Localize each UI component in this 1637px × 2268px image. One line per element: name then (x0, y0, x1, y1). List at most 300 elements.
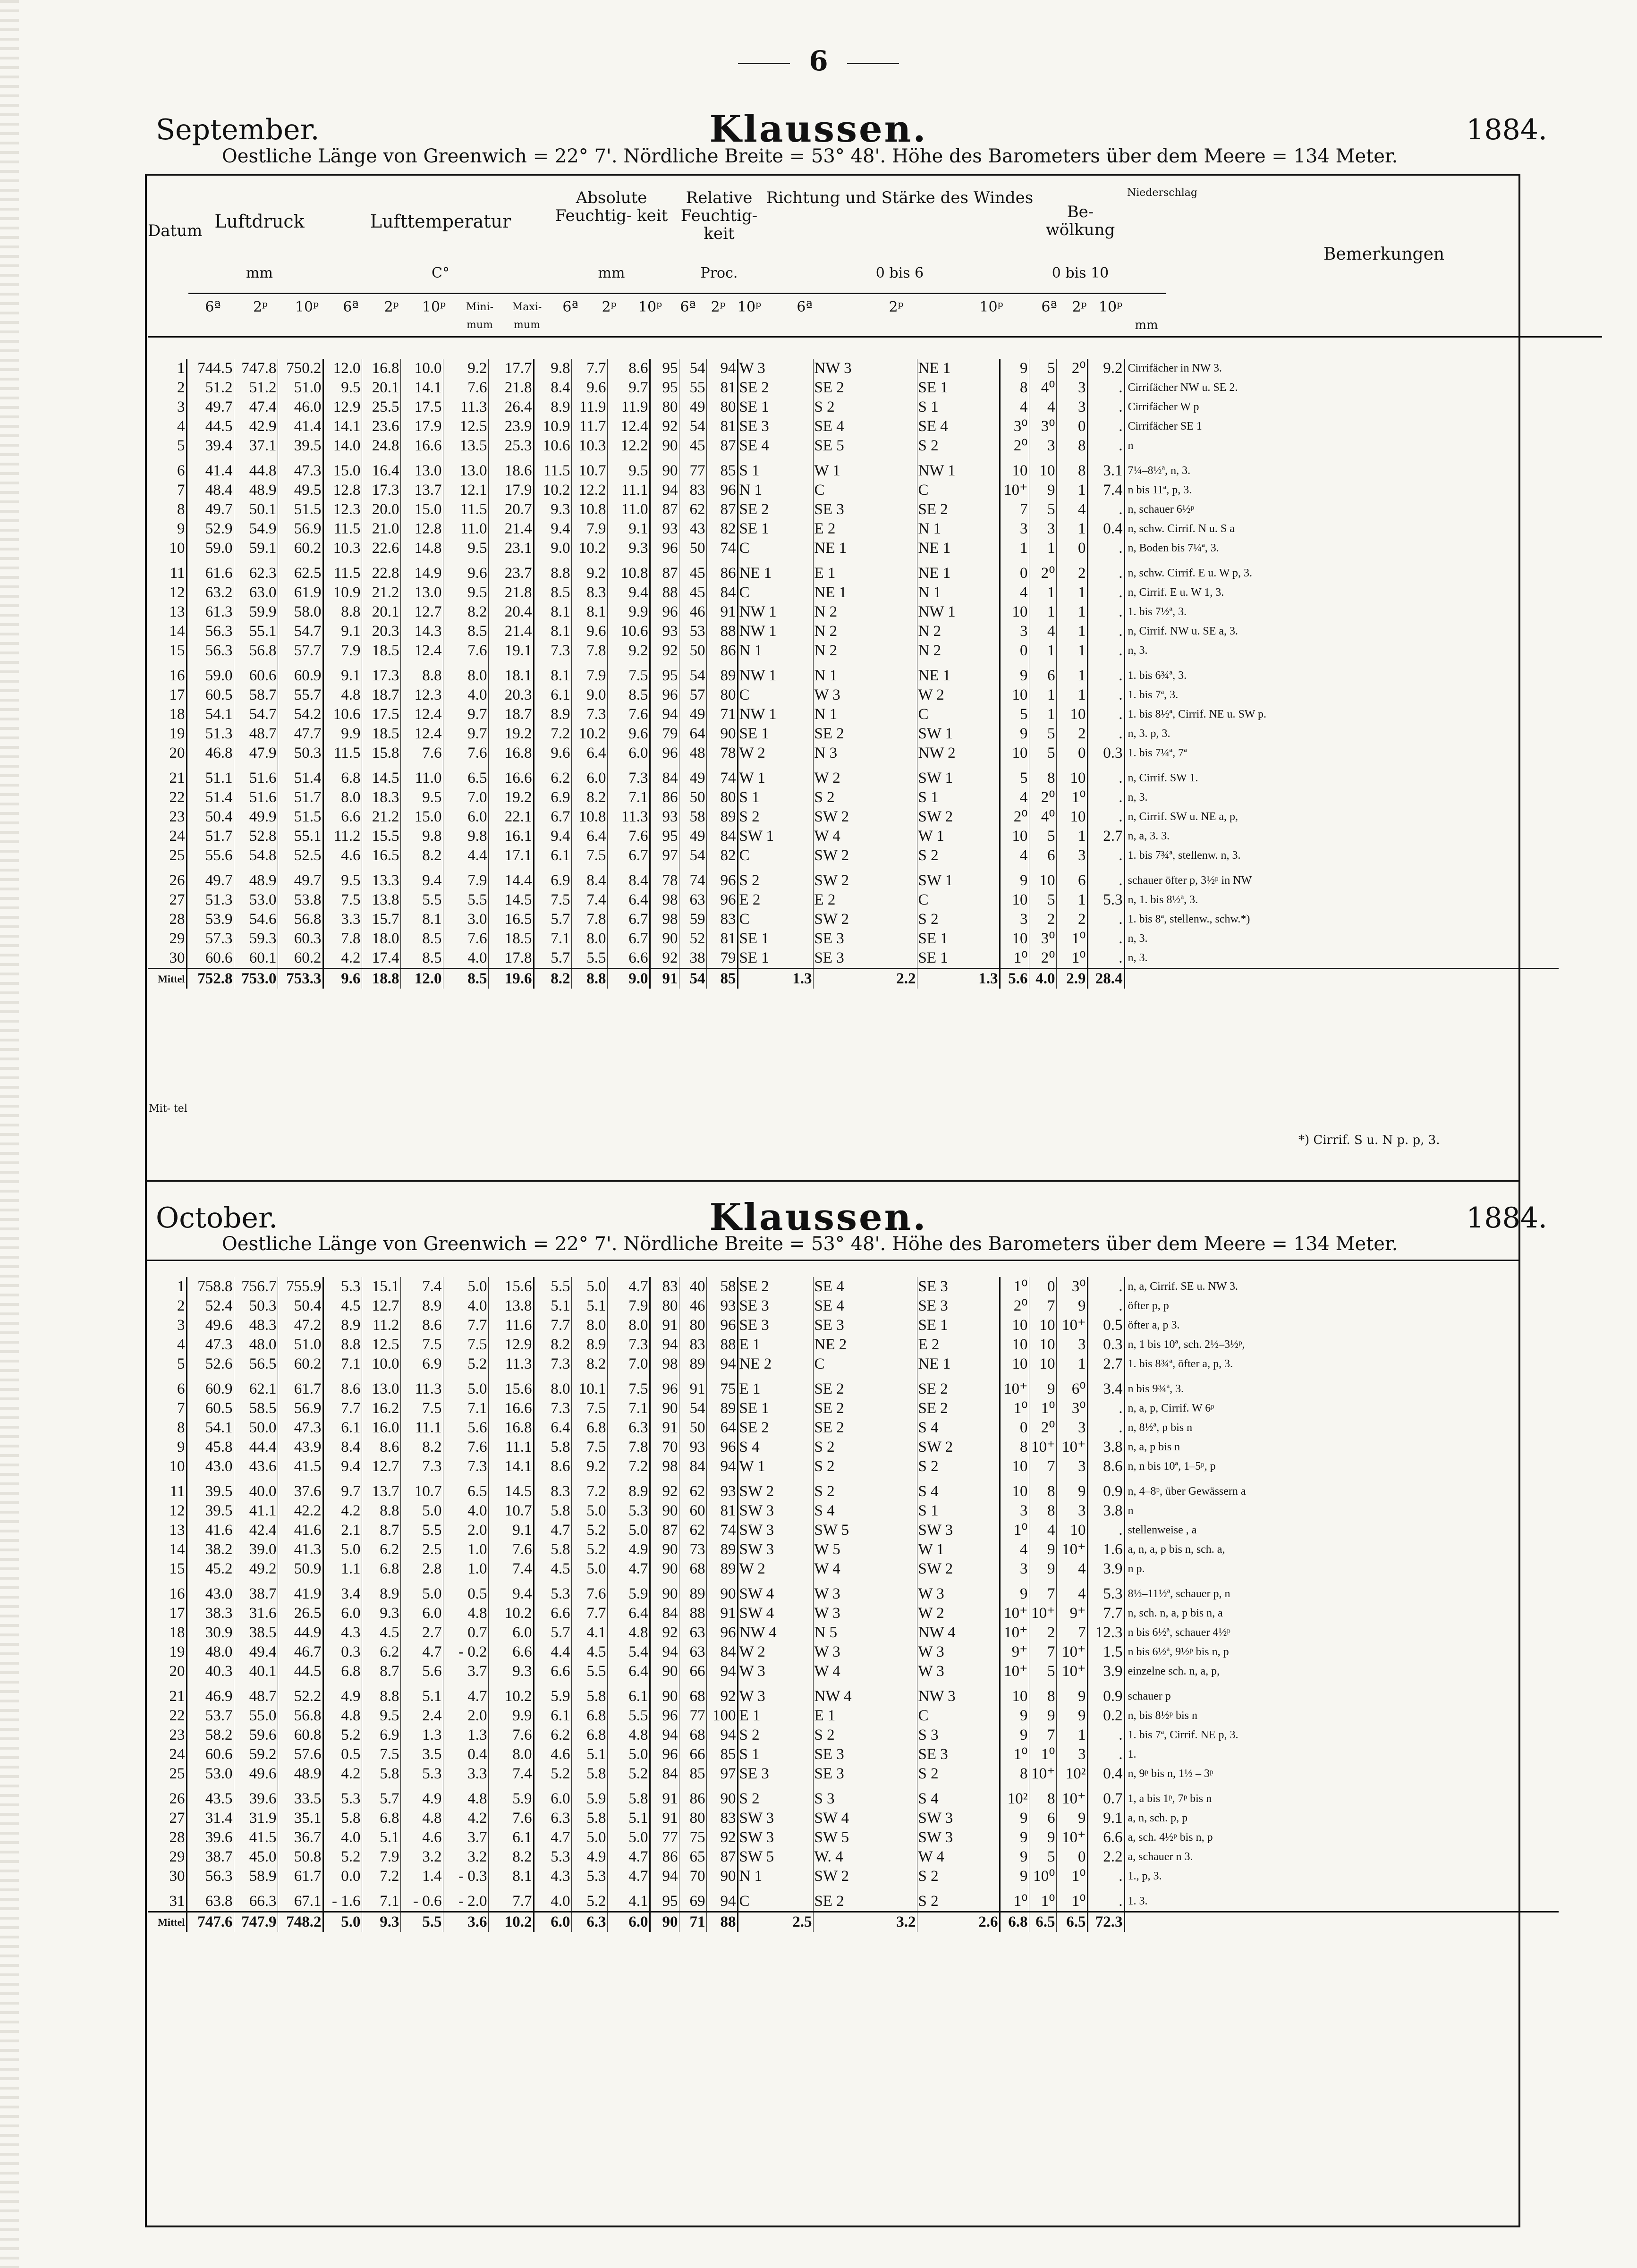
value-cell: 10⁺ (1056, 1662, 1087, 1681)
value-cell: 8.0 (571, 929, 607, 948)
value-cell: 10⁺ (1056, 1789, 1087, 1809)
date-cell: 25 (169, 1765, 185, 1782)
value-cell: 55.1 (278, 827, 323, 846)
remark-cell: n, Cirrif. NW u. SE a, 3. (1124, 622, 1559, 641)
value-cell: 49.4 (234, 1642, 278, 1662)
value-cell: 83 (679, 481, 706, 500)
value-cell: 2 (1029, 910, 1056, 929)
value-cell: 47.4 (234, 398, 278, 417)
value-cell: 14.0 (323, 436, 362, 456)
date-cell: 12 (169, 1502, 185, 1519)
value-cell: 96 (706, 1623, 738, 1642)
remark-cell: n bis 11ª, p, 3. (1124, 481, 1559, 500)
table-row (148, 519, 1559, 539)
value-cell: 5.8 (534, 1540, 571, 1559)
value-cell: 10.8 (571, 500, 607, 519)
header-wind-unit: 0 bis 6 (875, 265, 924, 281)
value-cell: 96 (706, 1316, 738, 1335)
value-cell: NE 1 (917, 359, 1000, 378)
value-cell: SW 3 (917, 1521, 1000, 1540)
value-cell: 6.2 (534, 1726, 571, 1745)
header-sub: 2ᵖ (384, 299, 399, 315)
value-cell: 8.5 (400, 948, 443, 969)
value-cell: 15.7 (362, 910, 400, 929)
october-data-table (148, 1277, 1559, 1932)
table-row (148, 807, 1559, 827)
value-cell: 85 (706, 1745, 738, 1764)
date-cell: 11 (170, 1483, 185, 1500)
value-cell: SE 1 (917, 1316, 1000, 1335)
value-cell: 44.8 (234, 461, 278, 481)
remark-cell: 1. bis 8½ª, Cirrif. NE u. SW p. (1124, 705, 1559, 724)
value-cell: SE 5 (813, 436, 917, 456)
value-cell: 5.2 (534, 1764, 571, 1784)
table-row (148, 1584, 1559, 1604)
mean-value: 12.0 (400, 969, 443, 989)
value-cell: 6.1 (534, 1706, 571, 1726)
value-cell: W. 4 (813, 1847, 917, 1867)
date-cell: 21 (169, 770, 185, 787)
value-cell: 7.8 (571, 641, 607, 660)
value-cell: 1 (1029, 705, 1056, 724)
remark-cell: n, schauer 6½ᵖ (1124, 500, 1559, 519)
value-cell: 74 (706, 769, 738, 788)
value-cell: SE 3 (813, 500, 917, 519)
value-cell: 51.7 (278, 788, 323, 807)
date-cell: 19 (169, 1643, 185, 1660)
value-cell: 85 (679, 1764, 706, 1784)
value-cell: S 2 (813, 1726, 917, 1745)
value-cell: 4 (1056, 500, 1087, 519)
value-cell: 8.0 (534, 1379, 571, 1399)
date-cell: 13 (169, 603, 185, 620)
value-cell: 9.7 (443, 705, 488, 724)
value-cell: 54 (679, 846, 706, 865)
value-cell: 92 (650, 641, 679, 660)
value-cell: 88 (679, 1604, 706, 1623)
value-cell: SW 3 (917, 1828, 1000, 1847)
value-cell: 52.6 (187, 1354, 234, 1374)
value-cell: 94 (650, 1335, 679, 1354)
value-cell: 9 (1000, 359, 1029, 378)
value-cell: 5.5 (534, 1277, 571, 1296)
value-cell: C (738, 846, 813, 865)
value-cell: SW 5 (813, 1521, 917, 1540)
value-cell: 48.9 (234, 481, 278, 500)
value-cell: SE 3 (813, 929, 917, 948)
value-cell: SE 4 (917, 417, 1000, 436)
value-cell: 60.1 (234, 948, 278, 969)
value-cell: 2.0 (443, 1706, 488, 1726)
value-cell: - 0.3 (443, 1867, 488, 1886)
value-cell: S 1 (738, 1745, 813, 1764)
value-cell: 4.8 (607, 1726, 650, 1745)
value-cell: NE 1 (738, 564, 813, 583)
value-cell: 89 (679, 1584, 706, 1604)
date-cell: 4 (177, 1336, 185, 1353)
value-cell: 39.5 (278, 436, 323, 456)
value-cell: 4.8 (607, 1623, 650, 1642)
value-cell: 7.7 (571, 1604, 607, 1623)
value-cell: 88 (706, 1335, 738, 1354)
mean-value: 54 (679, 969, 706, 989)
value-cell: 63.8 (187, 1892, 234, 1912)
value-cell: 2.0 (443, 1521, 488, 1540)
value-cell: W 2 (738, 1642, 813, 1662)
value-cell: 8.6 (362, 1438, 400, 1457)
value-cell: 8.0 (488, 1745, 534, 1764)
value-cell: 6.7 (534, 807, 571, 827)
value-cell: 21.0 (362, 519, 400, 539)
value-cell: 4.2 (443, 1809, 488, 1828)
value-cell: 17.9 (400, 417, 443, 436)
value-cell: 54.6 (234, 910, 278, 929)
value-cell: 56.5 (234, 1354, 278, 1374)
value-cell: 1⁰ (1000, 1892, 1029, 1912)
value-cell: 10 (1056, 769, 1087, 788)
value-cell: 5.0 (400, 1501, 443, 1521)
value-cell: 8.2 (400, 846, 443, 865)
value-cell: 5.1 (571, 1296, 607, 1316)
value-cell: 9 (1029, 1559, 1056, 1579)
value-cell: C (813, 481, 917, 500)
mean-value: 2.2 (813, 969, 917, 989)
value-cell: 1 (1056, 685, 1087, 705)
value-cell: 62 (679, 500, 706, 519)
value-cell: 80 (706, 788, 738, 807)
value-cell: 45.0 (234, 1847, 278, 1867)
value-cell: 6.8 (323, 1662, 362, 1681)
value-cell: 5 (1029, 500, 1056, 519)
value-cell: 16.4 (362, 461, 400, 481)
mean-value: 748.2 (278, 1912, 323, 1932)
value-cell: 11.2 (323, 827, 362, 846)
value-cell: 22.6 (362, 539, 400, 558)
value-cell: S 3 (813, 1789, 917, 1809)
value-cell: C (738, 583, 813, 602)
value-cell: 13.0 (400, 461, 443, 481)
value-cell: 12.7 (362, 1296, 400, 1316)
value-cell: 31.4 (187, 1809, 234, 1828)
value-cell: 47.7 (278, 724, 323, 744)
value-cell: 57.3 (187, 929, 234, 948)
value-cell: 83 (650, 1277, 679, 1296)
value-cell: 6.7 (607, 929, 650, 948)
date-cell: 13 (169, 1522, 185, 1539)
remark-cell: Cirrifächer in NW 3. (1124, 359, 1559, 378)
value-cell: W 1 (738, 1457, 813, 1476)
table-row (148, 602, 1559, 622)
value-cell: 1 (1056, 602, 1087, 622)
mean-value: 85 (706, 969, 738, 989)
value-cell: 11.6 (488, 1316, 534, 1335)
value-cell: 16.0 (362, 1418, 400, 1438)
table-row (148, 1764, 1559, 1784)
value-cell: 10.8 (607, 564, 650, 583)
value-cell: 9⁺ (1056, 1604, 1087, 1623)
value-cell: SE 2 (917, 1399, 1000, 1418)
value-cell: 6.1 (534, 685, 571, 705)
value-cell: 8.1 (488, 1867, 534, 1886)
value-cell: 63 (679, 1623, 706, 1642)
value-cell: 10 (1000, 1354, 1029, 1374)
value-cell: 25.3 (488, 436, 534, 456)
value-cell: 88 (650, 583, 679, 602)
value-cell: W 5 (813, 1540, 917, 1559)
value-cell: 59.2 (234, 1745, 278, 1764)
value-cell: . (1087, 378, 1124, 398)
value-cell: 4.7 (607, 1847, 650, 1867)
value-cell: 53 (679, 622, 706, 641)
value-cell: 8.0 (607, 1316, 650, 1335)
value-cell: 38.3 (187, 1604, 234, 1623)
value-cell: 7.6 (571, 1584, 607, 1604)
value-cell: 87 (650, 500, 679, 519)
remark-cell: 1. (1124, 1745, 1559, 1764)
table-row (148, 1662, 1559, 1681)
value-cell: 46.9 (187, 1687, 234, 1706)
value-cell: 9.5 (323, 871, 362, 890)
value-cell: E 1 (738, 1706, 813, 1726)
value-cell: 10⁺ (1000, 1623, 1029, 1642)
value-cell: 87 (706, 436, 738, 456)
value-cell: 1 (1029, 685, 1056, 705)
value-cell: 0.7 (1087, 1789, 1124, 1809)
value-cell: 7.6 (443, 744, 488, 763)
value-cell: 18.7 (362, 685, 400, 705)
value-cell: SE 3 (917, 1277, 1000, 1296)
value-cell: 8.9 (323, 1316, 362, 1335)
value-cell: 15.0 (400, 500, 443, 519)
value-cell: 7 (1056, 1623, 1087, 1642)
value-cell: 62.1 (234, 1379, 278, 1399)
value-cell: 87 (650, 564, 679, 583)
value-cell: 7.4 (571, 890, 607, 910)
value-cell: W 3 (738, 1687, 813, 1706)
remark-cell: n, Boden bis 7¼ª, 3. (1124, 539, 1559, 558)
value-cell: 49 (679, 827, 706, 846)
mean-value: 91 (650, 969, 679, 989)
value-cell: 92 (706, 1828, 738, 1847)
value-cell: W 2 (738, 744, 813, 763)
remark-cell: a, schauer n 3. (1124, 1847, 1559, 1867)
value-cell: 14.5 (362, 769, 400, 788)
value-cell: 9.2 (571, 1457, 607, 1476)
value-cell: 9.0 (534, 539, 571, 558)
value-cell: 64 (679, 724, 706, 744)
header-luftdruck-unit: mm (246, 265, 273, 281)
value-cell: 1.4 (400, 1867, 443, 1886)
value-cell: SE 2 (813, 1892, 917, 1912)
value-cell: 98 (650, 910, 679, 929)
table-row (148, 1892, 1559, 1912)
value-cell: 8.5 (534, 583, 571, 602)
table-row (148, 1521, 1559, 1540)
value-cell: 755.9 (278, 1277, 323, 1296)
value-cell: 95 (650, 378, 679, 398)
value-cell: 5 (1029, 744, 1056, 763)
value-cell: . (1087, 929, 1124, 948)
mean-value: 10.2 (488, 1912, 534, 1932)
header-sub: 10ᵖ (295, 299, 319, 315)
value-cell: S 4 (917, 1482, 1000, 1501)
table-row (148, 929, 1559, 948)
value-cell: 54.8 (234, 846, 278, 865)
value-cell: 2.1 (323, 1521, 362, 1540)
value-cell: 7.5 (534, 890, 571, 910)
value-cell: 13.3 (362, 871, 400, 890)
value-cell: C (917, 481, 1000, 500)
value-cell: 54 (679, 1399, 706, 1418)
value-cell: 25.5 (362, 398, 400, 417)
value-cell: . (1087, 564, 1124, 583)
value-cell: 2.7 (400, 1623, 443, 1642)
value-cell: 4.6 (400, 1828, 443, 1847)
header-rule (148, 336, 1602, 338)
date-cell: 16 (169, 667, 185, 684)
value-cell: 10 (1000, 685, 1029, 705)
header-absolute-unit: mm (598, 265, 625, 281)
value-cell: W 3 (917, 1662, 1000, 1681)
value-cell: 4.0 (443, 685, 488, 705)
date-cell: 5 (177, 1355, 185, 1372)
value-cell: 7.9 (571, 666, 607, 685)
header-wind: Richtung und Stärke des Windes (766, 188, 1034, 207)
value-cell: 18.7 (488, 705, 534, 724)
value-cell: 60.6 (234, 666, 278, 685)
value-cell: 14.5 (488, 1482, 534, 1501)
value-cell: 41.4 (278, 417, 323, 436)
value-cell: 18.0 (362, 929, 400, 948)
value-cell: 16.5 (362, 846, 400, 865)
value-cell: 7.9 (362, 1847, 400, 1867)
value-cell: S 2 (738, 871, 813, 890)
value-cell: 7.5 (571, 1399, 607, 1418)
value-cell: SE 2 (813, 724, 917, 744)
value-cell: 42.2 (278, 1501, 323, 1521)
value-cell: 93 (679, 1438, 706, 1457)
value-cell: 0 (1029, 1277, 1056, 1296)
value-cell: 10⁺ (1056, 1642, 1087, 1662)
value-cell: 90 (650, 436, 679, 456)
value-cell: 8.0 (443, 666, 488, 685)
value-cell: 36.7 (278, 1828, 323, 1847)
value-cell: 11.5 (443, 500, 488, 519)
value-cell: 95 (650, 827, 679, 846)
value-cell: 1 (1056, 1726, 1087, 1745)
value-cell: 4.7 (534, 1828, 571, 1847)
value-cell: 6.0 (571, 769, 607, 788)
value-cell: 6.9 (362, 1726, 400, 1745)
value-cell: 15.0 (323, 461, 362, 481)
value-cell: 97 (706, 1764, 738, 1784)
value-cell: 50.3 (278, 744, 323, 763)
value-cell: 54 (679, 359, 706, 378)
value-cell: 9.5 (400, 788, 443, 807)
remark-cell: 1. bis 7ª, 3. (1124, 685, 1559, 705)
value-cell: 26.5 (278, 1604, 323, 1623)
value-cell: SW 5 (738, 1847, 813, 1867)
value-cell: 5.7 (362, 1789, 400, 1809)
value-cell: 70 (650, 1438, 679, 1457)
value-cell: 42.4 (234, 1521, 278, 1540)
value-cell: NE 1 (813, 539, 917, 558)
value-cell: 11.1 (488, 1438, 534, 1457)
value-cell: SE 4 (813, 1277, 917, 1296)
value-cell: NW 3 (917, 1687, 1000, 1706)
value-cell: 23.9 (488, 417, 534, 436)
value-cell: 84 (650, 1604, 679, 1623)
value-cell: 4.2 (323, 1501, 362, 1521)
value-cell: 7.3 (571, 705, 607, 724)
value-cell: 2.7 (1087, 1354, 1124, 1374)
value-cell: 6.7 (607, 846, 650, 865)
date-cell: 15 (169, 642, 185, 659)
value-cell: 8.9 (400, 1296, 443, 1316)
value-cell: 4 (1000, 583, 1029, 602)
value-cell: 5.2 (323, 1726, 362, 1745)
value-cell: 4 (1000, 846, 1029, 865)
value-cell: 10 (1056, 807, 1087, 827)
value-cell: 5.0 (400, 1584, 443, 1604)
value-cell: 61.6 (187, 564, 234, 583)
value-cell: 47.9 (234, 744, 278, 763)
value-cell: 6.4 (571, 744, 607, 763)
value-cell: W 3 (738, 359, 813, 378)
value-cell: 37.1 (234, 436, 278, 456)
remark-cell: n, 8½ª, p bis n (1124, 1418, 1559, 1438)
value-cell: 58 (706, 1277, 738, 1296)
date-cell: 28 (169, 1829, 185, 1846)
value-cell: . (1087, 1867, 1124, 1886)
value-cell: E 1 (813, 1706, 917, 1726)
value-cell: 1⁰ (1056, 948, 1087, 969)
table-row (148, 641, 1559, 660)
value-cell: 9 (1056, 1809, 1087, 1828)
value-cell: 7.5 (607, 666, 650, 685)
value-cell: 51.0 (278, 378, 323, 398)
value-cell: 56.3 (187, 1867, 234, 1886)
value-cell: 8.3 (534, 1482, 571, 1501)
value-cell: 59.0 (187, 539, 234, 558)
mean-value: 752.8 (187, 969, 234, 989)
value-cell: 744.5 (187, 359, 234, 378)
value-cell: 3.5 (400, 1745, 443, 1764)
value-cell: 93 (650, 807, 679, 827)
date-cell: 26 (169, 872, 185, 889)
value-cell: 3 (1000, 519, 1029, 539)
value-cell: 5.2 (443, 1354, 488, 1374)
value-cell: 11.5 (323, 564, 362, 583)
value-cell: 33.5 (278, 1789, 323, 1809)
value-cell: 4.9 (323, 1687, 362, 1706)
remark-cell: n, 3. (1124, 788, 1559, 807)
value-cell: 7 (1029, 1642, 1056, 1662)
value-cell: 8.4 (607, 871, 650, 890)
value-cell: 10 (1029, 1335, 1056, 1354)
value-cell: E 1 (738, 1379, 813, 1399)
value-cell: S 2 (917, 1867, 1000, 1886)
value-cell: 10.1 (571, 1379, 607, 1399)
value-cell: 5.0 (443, 1277, 488, 1296)
value-cell: 96 (706, 871, 738, 890)
value-cell: 12.8 (323, 481, 362, 500)
table-row (148, 1623, 1559, 1642)
value-cell: 53.7 (187, 1706, 234, 1726)
value-cell: 20.1 (362, 602, 400, 622)
remark-cell: n, 1. bis 8½ª, 3. (1124, 890, 1559, 910)
value-cell: 8 (1029, 1789, 1056, 1809)
